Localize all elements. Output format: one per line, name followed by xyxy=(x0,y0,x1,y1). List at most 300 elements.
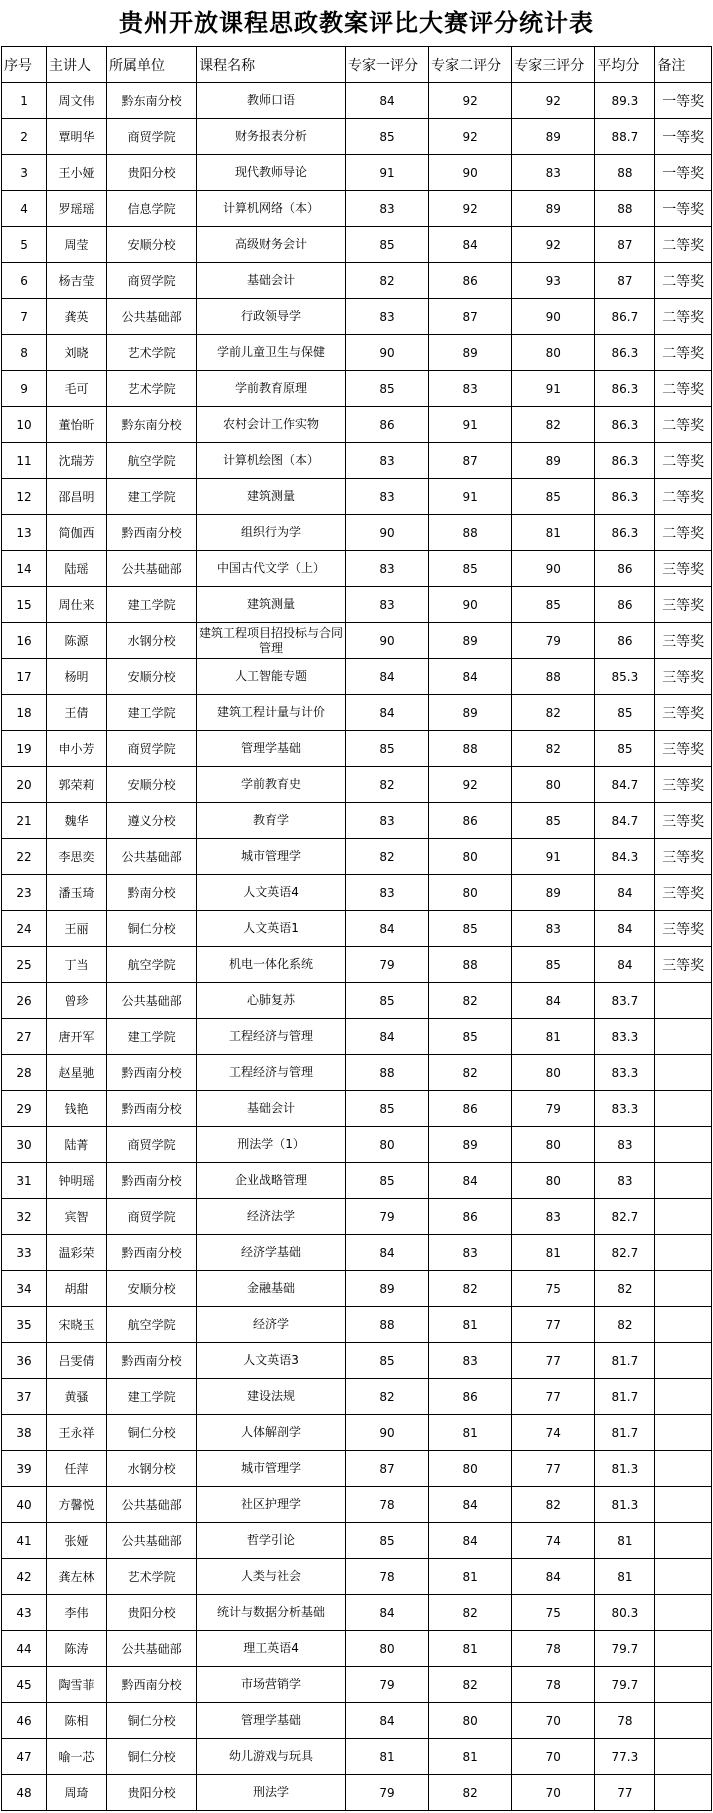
cell-average: 77.3 xyxy=(595,1739,655,1775)
cell-remark xyxy=(655,1739,712,1775)
table-row xyxy=(2,191,712,227)
table-row xyxy=(2,479,712,515)
cell-unit: 安顺分校 xyxy=(107,767,197,803)
cell-expert1: 83 xyxy=(346,587,429,623)
cell-expert3: 81 xyxy=(512,1019,595,1055)
cell-expert2: 89 xyxy=(429,1127,512,1163)
cell-lecturer: 杨明 xyxy=(47,659,107,695)
cell-expert3: 89 xyxy=(512,119,595,155)
header-course: 课程名称 xyxy=(197,47,346,83)
cell-expert1: 84 xyxy=(346,695,429,731)
cell-index: 45 xyxy=(2,1667,47,1703)
header-expert1: 专家一评分 xyxy=(346,47,429,83)
page-title: 贵州开放课程思政教案评比大赛评分统计表 xyxy=(119,8,594,37)
cell-index: 5 xyxy=(2,227,47,263)
cell-expert3: 82 xyxy=(512,731,595,767)
cell-expert1: 90 xyxy=(346,623,429,659)
cell-expert3: 78 xyxy=(512,1631,595,1667)
table-row xyxy=(2,839,712,875)
cell-expert3: 79 xyxy=(512,623,595,659)
cell-remark xyxy=(655,1523,712,1559)
cell-remark xyxy=(655,1307,712,1343)
cell-remark: 三等奖 xyxy=(655,623,712,659)
cell-index: 36 xyxy=(2,1343,47,1379)
cell-course: 组织行为学 xyxy=(197,515,346,551)
cell-unit: 黔西南分校 xyxy=(107,1055,197,1091)
cell-index: 26 xyxy=(2,983,47,1019)
cell-expert2: 84 xyxy=(429,1523,512,1559)
cell-lecturer: 黄骚 xyxy=(47,1379,107,1415)
cell-index: 48 xyxy=(2,1775,47,1811)
cell-unit: 建工学院 xyxy=(107,695,197,731)
cell-average: 85 xyxy=(595,695,655,731)
cell-remark: 三等奖 xyxy=(655,839,712,875)
cell-lecturer: 吕雯倩 xyxy=(47,1343,107,1379)
cell-course: 经济学基础 xyxy=(197,1235,346,1271)
cell-expert2: 89 xyxy=(429,695,512,731)
cell-expert2: 88 xyxy=(429,947,512,983)
table-row xyxy=(2,767,712,803)
cell-remark xyxy=(655,1667,712,1703)
cell-average: 86 xyxy=(595,587,655,623)
cell-course: 学前儿童卫生与保健 xyxy=(197,335,346,371)
cell-lecturer: 张娅 xyxy=(47,1523,107,1559)
header-average: 平均分 xyxy=(595,47,655,83)
cell-index: 43 xyxy=(2,1595,47,1631)
cell-expert1: 82 xyxy=(346,1379,429,1415)
cell-expert1: 85 xyxy=(346,1163,429,1199)
cell-unit: 公共基础部 xyxy=(107,1487,197,1523)
cell-expert1: 89 xyxy=(346,1271,429,1307)
table-row xyxy=(2,731,712,767)
table-row xyxy=(2,1019,712,1055)
table-row xyxy=(2,1163,712,1199)
cell-lecturer: 陆菁 xyxy=(47,1127,107,1163)
cell-expert3: 84 xyxy=(512,983,595,1019)
cell-expert1: 83 xyxy=(346,479,429,515)
table-row xyxy=(2,1487,712,1523)
cell-lecturer: 陶雪菲 xyxy=(47,1667,107,1703)
cell-index: 11 xyxy=(2,443,47,479)
cell-average: 84.3 xyxy=(595,839,655,875)
cell-expert2: 92 xyxy=(429,767,512,803)
cell-unit: 铜仁分校 xyxy=(107,911,197,947)
cell-average: 84.7 xyxy=(595,803,655,839)
cell-lecturer: 王永祥 xyxy=(47,1415,107,1451)
cell-average: 85 xyxy=(595,731,655,767)
cell-unit: 贵阳分校 xyxy=(107,1595,197,1631)
cell-expert1: 87 xyxy=(346,1451,429,1487)
table-body xyxy=(2,83,712,1811)
cell-index: 10 xyxy=(2,407,47,443)
cell-index: 15 xyxy=(2,587,47,623)
cell-expert3: 78 xyxy=(512,1667,595,1703)
cell-expert3: 92 xyxy=(512,83,595,119)
cell-index: 8 xyxy=(2,335,47,371)
cell-expert1: 83 xyxy=(346,875,429,911)
cell-course: 市场营销学 xyxy=(197,1667,346,1703)
cell-unit: 黔东南分校 xyxy=(107,83,197,119)
cell-index: 31 xyxy=(2,1163,47,1199)
cell-expert3: 80 xyxy=(512,767,595,803)
cell-course: 建筑工程项目招投标与合同管理 xyxy=(197,623,346,659)
cell-index: 33 xyxy=(2,1235,47,1271)
cell-expert2: 86 xyxy=(429,803,512,839)
header-expert3: 专家三评分 xyxy=(512,47,595,83)
cell-unit: 商贸学院 xyxy=(107,1127,197,1163)
cell-index: 9 xyxy=(2,371,47,407)
cell-unit: 艺术学院 xyxy=(107,335,197,371)
cell-course: 基础会计 xyxy=(197,1091,346,1127)
cell-unit: 公共基础部 xyxy=(107,551,197,587)
table-row xyxy=(2,1235,712,1271)
cell-expert2: 82 xyxy=(429,1667,512,1703)
cell-course: 农村会计工作实物 xyxy=(197,407,346,443)
cell-course: 幼儿游戏与玩具 xyxy=(197,1739,346,1775)
cell-average: 83 xyxy=(595,1127,655,1163)
table-row xyxy=(2,1451,712,1487)
cell-expert2: 82 xyxy=(429,1271,512,1307)
cell-unit: 商贸学院 xyxy=(107,731,197,767)
cell-course: 刑法学 xyxy=(197,1775,346,1811)
cell-expert1: 82 xyxy=(346,263,429,299)
cell-expert2: 86 xyxy=(429,1379,512,1415)
cell-unit: 艺术学院 xyxy=(107,371,197,407)
cell-average: 81.3 xyxy=(595,1451,655,1487)
cell-index: 35 xyxy=(2,1307,47,1343)
cell-average: 86.3 xyxy=(595,443,655,479)
cell-expert3: 77 xyxy=(512,1343,595,1379)
cell-expert3: 80 xyxy=(512,1055,595,1091)
cell-course: 建设法规 xyxy=(197,1379,346,1415)
cell-average: 88.7 xyxy=(595,119,655,155)
cell-average: 86.7 xyxy=(595,299,655,335)
cell-expert2: 81 xyxy=(429,1559,512,1595)
cell-remark: 三等奖 xyxy=(655,659,712,695)
cell-expert3: 79 xyxy=(512,1091,595,1127)
cell-average: 81.3 xyxy=(595,1487,655,1523)
cell-expert1: 83 xyxy=(346,191,429,227)
cell-expert1: 82 xyxy=(346,839,429,875)
cell-unit: 遵义分校 xyxy=(107,803,197,839)
cell-expert3: 74 xyxy=(512,1523,595,1559)
cell-index: 42 xyxy=(2,1559,47,1595)
cell-expert3: 75 xyxy=(512,1271,595,1307)
cell-course: 行政领导学 xyxy=(197,299,346,335)
cell-index: 21 xyxy=(2,803,47,839)
cell-course: 工程经济与管理 xyxy=(197,1055,346,1091)
cell-expert2: 82 xyxy=(429,1595,512,1631)
cell-expert3: 83 xyxy=(512,1199,595,1235)
cell-lecturer: 邵昌明 xyxy=(47,479,107,515)
cell-index: 4 xyxy=(2,191,47,227)
cell-expert2: 81 xyxy=(429,1631,512,1667)
cell-expert3: 70 xyxy=(512,1739,595,1775)
cell-expert1: 81 xyxy=(346,1739,429,1775)
table-row xyxy=(2,1415,712,1451)
cell-average: 85.3 xyxy=(595,659,655,695)
cell-remark: 三等奖 xyxy=(655,587,712,623)
cell-remark xyxy=(655,1703,712,1739)
cell-average: 82 xyxy=(595,1271,655,1307)
cell-expert3: 88 xyxy=(512,659,595,695)
cell-expert2: 86 xyxy=(429,263,512,299)
header-index: 序号 xyxy=(2,47,47,83)
cell-expert2: 91 xyxy=(429,407,512,443)
cell-course: 刑法学（1） xyxy=(197,1127,346,1163)
cell-average: 88 xyxy=(595,191,655,227)
cell-expert2: 85 xyxy=(429,551,512,587)
table-row xyxy=(2,695,712,731)
cell-unit: 商贸学院 xyxy=(107,263,197,299)
cell-average: 86.3 xyxy=(595,479,655,515)
cell-expert1: 84 xyxy=(346,1235,429,1271)
cell-remark: 三等奖 xyxy=(655,731,712,767)
cell-average: 86.3 xyxy=(595,515,655,551)
cell-lecturer: 王小娅 xyxy=(47,155,107,191)
cell-lecturer: 魏华 xyxy=(47,803,107,839)
cell-lecturer: 龚英 xyxy=(47,299,107,335)
cell-lecturer: 陈涛 xyxy=(47,1631,107,1667)
table-row xyxy=(2,911,712,947)
cell-lecturer: 申小芳 xyxy=(47,731,107,767)
cell-lecturer: 喻一芯 xyxy=(47,1739,107,1775)
cell-expert2: 84 xyxy=(429,227,512,263)
cell-expert1: 85 xyxy=(346,1091,429,1127)
cell-index: 34 xyxy=(2,1271,47,1307)
cell-course: 中国古代文学（上） xyxy=(197,551,346,587)
cell-expert3: 82 xyxy=(512,407,595,443)
cell-expert2: 84 xyxy=(429,1487,512,1523)
table-row xyxy=(2,1055,712,1091)
table-row xyxy=(2,947,712,983)
cell-unit: 安顺分校 xyxy=(107,659,197,695)
cell-index: 29 xyxy=(2,1091,47,1127)
cell-expert1: 78 xyxy=(346,1559,429,1595)
cell-expert1: 84 xyxy=(346,1019,429,1055)
cell-remark: 三等奖 xyxy=(655,803,712,839)
cell-lecturer: 任萍 xyxy=(47,1451,107,1487)
cell-expert2: 80 xyxy=(429,1703,512,1739)
cell-index: 44 xyxy=(2,1631,47,1667)
cell-average: 79.7 xyxy=(595,1667,655,1703)
cell-expert2: 85 xyxy=(429,911,512,947)
cell-lecturer: 简伽西 xyxy=(47,515,107,551)
cell-unit: 铜仁分校 xyxy=(107,1703,197,1739)
cell-expert2: 82 xyxy=(429,1775,512,1811)
cell-expert1: 83 xyxy=(346,803,429,839)
cell-index: 32 xyxy=(2,1199,47,1235)
cell-lecturer: 钱艳 xyxy=(47,1091,107,1127)
cell-course: 基础会计 xyxy=(197,263,346,299)
cell-expert3: 70 xyxy=(512,1703,595,1739)
cell-lecturer: 温彩荣 xyxy=(47,1235,107,1271)
cell-average: 88 xyxy=(595,155,655,191)
score-table xyxy=(1,46,712,1811)
cell-expert1: 85 xyxy=(346,1343,429,1379)
cell-expert3: 77 xyxy=(512,1307,595,1343)
cell-expert2: 81 xyxy=(429,1415,512,1451)
cell-unit: 艺术学院 xyxy=(107,1559,197,1595)
cell-index: 20 xyxy=(2,767,47,803)
cell-expert3: 82 xyxy=(512,695,595,731)
table-row xyxy=(2,659,712,695)
cell-lecturer: 曾珍 xyxy=(47,983,107,1019)
cell-expert2: 89 xyxy=(429,335,512,371)
cell-remark: 二等奖 xyxy=(655,443,712,479)
cell-lecturer: 罗瑶瑶 xyxy=(47,191,107,227)
cell-expert2: 91 xyxy=(429,479,512,515)
cell-unit: 公共基础部 xyxy=(107,1523,197,1559)
table-row xyxy=(2,335,712,371)
cell-average: 81.7 xyxy=(595,1415,655,1451)
cell-course: 人工智能专题 xyxy=(197,659,346,695)
table-row xyxy=(2,263,712,299)
cell-expert1: 84 xyxy=(346,659,429,695)
cell-course: 人体解剖学 xyxy=(197,1415,346,1451)
cell-lecturer: 覃明华 xyxy=(47,119,107,155)
cell-course: 建筑测量 xyxy=(197,479,346,515)
cell-unit: 黔西南分校 xyxy=(107,1667,197,1703)
cell-course: 社区护理学 xyxy=(197,1487,346,1523)
table-row xyxy=(2,803,712,839)
cell-unit: 公共基础部 xyxy=(107,299,197,335)
cell-remark xyxy=(655,1487,712,1523)
cell-unit: 公共基础部 xyxy=(107,1631,197,1667)
cell-average: 86.3 xyxy=(595,335,655,371)
cell-expert3: 75 xyxy=(512,1595,595,1631)
cell-index: 38 xyxy=(2,1415,47,1451)
cell-remark: 二等奖 xyxy=(655,479,712,515)
cell-index: 18 xyxy=(2,695,47,731)
cell-course: 建筑测量 xyxy=(197,587,346,623)
cell-expert3: 83 xyxy=(512,155,595,191)
cell-index: 22 xyxy=(2,839,47,875)
cell-expert2: 83 xyxy=(429,1343,512,1379)
table-row xyxy=(2,443,712,479)
cell-unit: 商贸学院 xyxy=(107,1199,197,1235)
cell-average: 82.7 xyxy=(595,1235,655,1271)
cell-expert1: 79 xyxy=(346,947,429,983)
cell-expert2: 80 xyxy=(429,839,512,875)
header-row xyxy=(2,47,712,83)
cell-index: 2 xyxy=(2,119,47,155)
cell-remark: 二等奖 xyxy=(655,227,712,263)
table-row xyxy=(2,551,712,587)
cell-expert1: 82 xyxy=(346,767,429,803)
cell-course: 城市管理学 xyxy=(197,1451,346,1487)
cell-lecturer: 王丽 xyxy=(47,911,107,947)
cell-expert1: 83 xyxy=(346,299,429,335)
cell-course: 哲学引论 xyxy=(197,1523,346,1559)
cell-unit: 公共基础部 xyxy=(107,839,197,875)
cell-expert1: 85 xyxy=(346,731,429,767)
cell-expert2: 80 xyxy=(429,875,512,911)
cell-expert1: 84 xyxy=(346,1595,429,1631)
cell-expert1: 90 xyxy=(346,515,429,551)
cell-index: 25 xyxy=(2,947,47,983)
cell-course: 计算机绘图（本） xyxy=(197,443,346,479)
cell-course: 经济法学 xyxy=(197,1199,346,1235)
cell-expert3: 83 xyxy=(512,911,595,947)
header-expert2: 专家二评分 xyxy=(429,47,512,83)
cell-unit: 水钢分校 xyxy=(107,1451,197,1487)
cell-unit: 贵阳分校 xyxy=(107,1775,197,1811)
cell-remark: 三等奖 xyxy=(655,947,712,983)
cell-course: 理工英语4 xyxy=(197,1631,346,1667)
cell-expert3: 90 xyxy=(512,299,595,335)
cell-expert1: 80 xyxy=(346,1127,429,1163)
cell-course: 人类与社会 xyxy=(197,1559,346,1595)
cell-expert1: 91 xyxy=(346,155,429,191)
cell-remark xyxy=(655,1235,712,1271)
cell-lecturer: 丁当 xyxy=(47,947,107,983)
cell-average: 80.3 xyxy=(595,1595,655,1631)
cell-average: 77 xyxy=(595,1775,655,1811)
table-row xyxy=(2,155,712,191)
cell-unit: 水钢分校 xyxy=(107,623,197,659)
cell-unit: 铜仁分校 xyxy=(107,1415,197,1451)
cell-index: 3 xyxy=(2,155,47,191)
cell-remark xyxy=(655,1055,712,1091)
cell-expert2: 90 xyxy=(429,155,512,191)
cell-expert1: 85 xyxy=(346,371,429,407)
cell-remark xyxy=(655,983,712,1019)
cell-index: 37 xyxy=(2,1379,47,1415)
cell-average: 79.7 xyxy=(595,1631,655,1667)
table-row xyxy=(2,1199,712,1235)
cell-index: 46 xyxy=(2,1703,47,1739)
table-row xyxy=(2,1271,712,1307)
cell-unit: 黔西南分校 xyxy=(107,1091,197,1127)
cell-remark: 一等奖 xyxy=(655,155,712,191)
cell-expert2: 85 xyxy=(429,1019,512,1055)
table-row xyxy=(2,119,712,155)
cell-expert3: 91 xyxy=(512,371,595,407)
header-lecturer: 主讲人 xyxy=(47,47,107,83)
cell-expert3: 93 xyxy=(512,263,595,299)
cell-average: 81 xyxy=(595,1523,655,1559)
cell-expert1: 79 xyxy=(346,1775,429,1811)
table-row xyxy=(2,587,712,623)
cell-average: 86 xyxy=(595,551,655,587)
table-row xyxy=(2,371,712,407)
cell-remark xyxy=(655,1199,712,1235)
cell-expert2: 81 xyxy=(429,1739,512,1775)
cell-expert3: 92 xyxy=(512,227,595,263)
cell-average: 82.7 xyxy=(595,1199,655,1235)
cell-course: 建筑工程计量与计价 xyxy=(197,695,346,731)
cell-expert1: 83 xyxy=(346,551,429,587)
cell-remark xyxy=(655,1415,712,1451)
cell-lecturer: 方馨悦 xyxy=(47,1487,107,1523)
cell-index: 1 xyxy=(2,83,47,119)
cell-remark xyxy=(655,1163,712,1199)
cell-remark: 三等奖 xyxy=(655,911,712,947)
cell-remark: 二等奖 xyxy=(655,299,712,335)
header-unit: 所属单位 xyxy=(107,47,197,83)
cell-unit: 黔西南分校 xyxy=(107,1163,197,1199)
cell-unit: 黔南分校 xyxy=(107,875,197,911)
cell-expert2: 90 xyxy=(429,587,512,623)
cell-unit: 贵阳分校 xyxy=(107,155,197,191)
cell-expert3: 77 xyxy=(512,1451,595,1487)
table-row xyxy=(2,1631,712,1667)
cell-expert3: 89 xyxy=(512,191,595,227)
cell-index: 40 xyxy=(2,1487,47,1523)
table-row xyxy=(2,1127,712,1163)
cell-remark: 三等奖 xyxy=(655,767,712,803)
